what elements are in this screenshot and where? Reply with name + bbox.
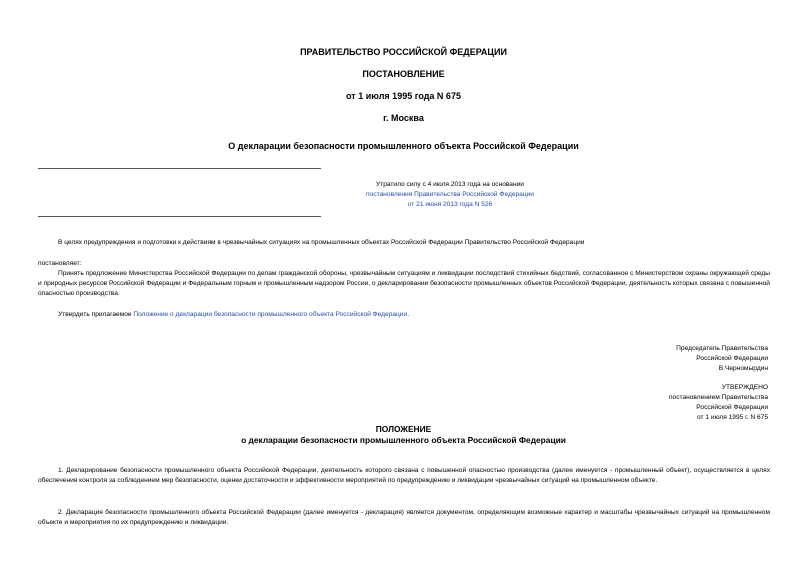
intro-paragraph: В целях предупреждения и подготовки к действиям в чрезвычайных ситуациях на промышленных объектах Российской Федерации Правительство Российской Федерации: [58, 239, 585, 246]
repeal-decree-date-link[interactable]: от 21 июня 2013 года N 526: [407, 201, 493, 208]
status-note: [250, 180, 650, 210]
document-title: О декларации безопасности промышленного объекта Российской Федерации: [228, 141, 579, 151]
approval-by: постановлением Правительства: [668, 394, 768, 401]
divider-bottom: [38, 216, 321, 217]
regulation-link[interactable]: Положение о декларации безопасности промышленного объекта Российской Федерации: [133, 311, 408, 318]
repeal-decree-link[interactable]: постановления Правительства Российской Федерации: [366, 191, 534, 198]
status-note-text: Утратило силу с 4 июля 2013 года на основании: [376, 181, 524, 188]
government-heading: ПРАВИТЕЛЬСТВО РОССИЙСКОЙ ФЕДЕРАЦИИ: [300, 47, 507, 57]
doc-type-heading: ПОСТАНОВЛЕНИЕ: [362, 69, 445, 79]
item-2-prefix: Утвердить прилагаемое: [58, 311, 134, 318]
regulation-paragraph-2: 2. Декларация безопасности промышленного объекта Российской Федерации (далее именуется - декларация) является документом, определяющим возможные характер и масштабы чрезвычайных ситуаций на промышленном объекте и мероприятия по их предупреждению и ликвидации.: [38, 509, 770, 526]
signature-name: В.Черномырдин: [718, 365, 768, 372]
date-number: от 1 июля 1995 года N 675: [346, 91, 461, 101]
approval-block: [560, 383, 768, 423]
item-1-paragraph: Принять предложение Министерства Российской Федерации по делам гражданской обороны, чрезвычайным ситуациям и ликвидации последствий стихийных бедствий, согласованное с Министерством охраны окружающей среды и природных ресурсов Российской Федерации и Федеральным горным и промышленным надзором России, о декларировании безопасности промышленных объектов Российской Федерации, деятельность которых связана с повышенной опасностью производства.: [38, 270, 770, 297]
regulation-heading: ПОЛОЖЕНИЕ: [375, 424, 432, 434]
regulation-paragraph-1: 1. Декларирование безопасности промышленного объекта Российской Федерации, деятельность которого связана с повышенной опасностью производства (далее именуется - промышленный объект), осуществляется в целях обеспечения контроля за соблюдением мер безопасности, оценки достаточности и эффективности мероприятий по предупреждению и ликвидации чрезвычайных ситуаций на промышленном объекте.: [38, 467, 770, 484]
signature-block: [560, 344, 768, 374]
signature-title: Председатель Правительства: [676, 345, 768, 352]
approval-date: от 1 июля 1995 г. N 675: [697, 414, 768, 421]
regulation-subheading: о декларации безопасности промышленного объекта Российской Федерации: [241, 435, 566, 445]
signature-country: Российской Федерации: [696, 355, 768, 362]
city: г. Москва: [383, 113, 424, 123]
approval-country: Российской Федерации: [696, 404, 768, 411]
approval-label: УТВЕРЖДЕНО: [721, 384, 768, 391]
item-2-suffix: .: [407, 311, 410, 318]
item-2-paragraph: [38, 310, 770, 320]
decree-word: постановляет:: [38, 260, 82, 267]
divider-top: [38, 168, 321, 169]
